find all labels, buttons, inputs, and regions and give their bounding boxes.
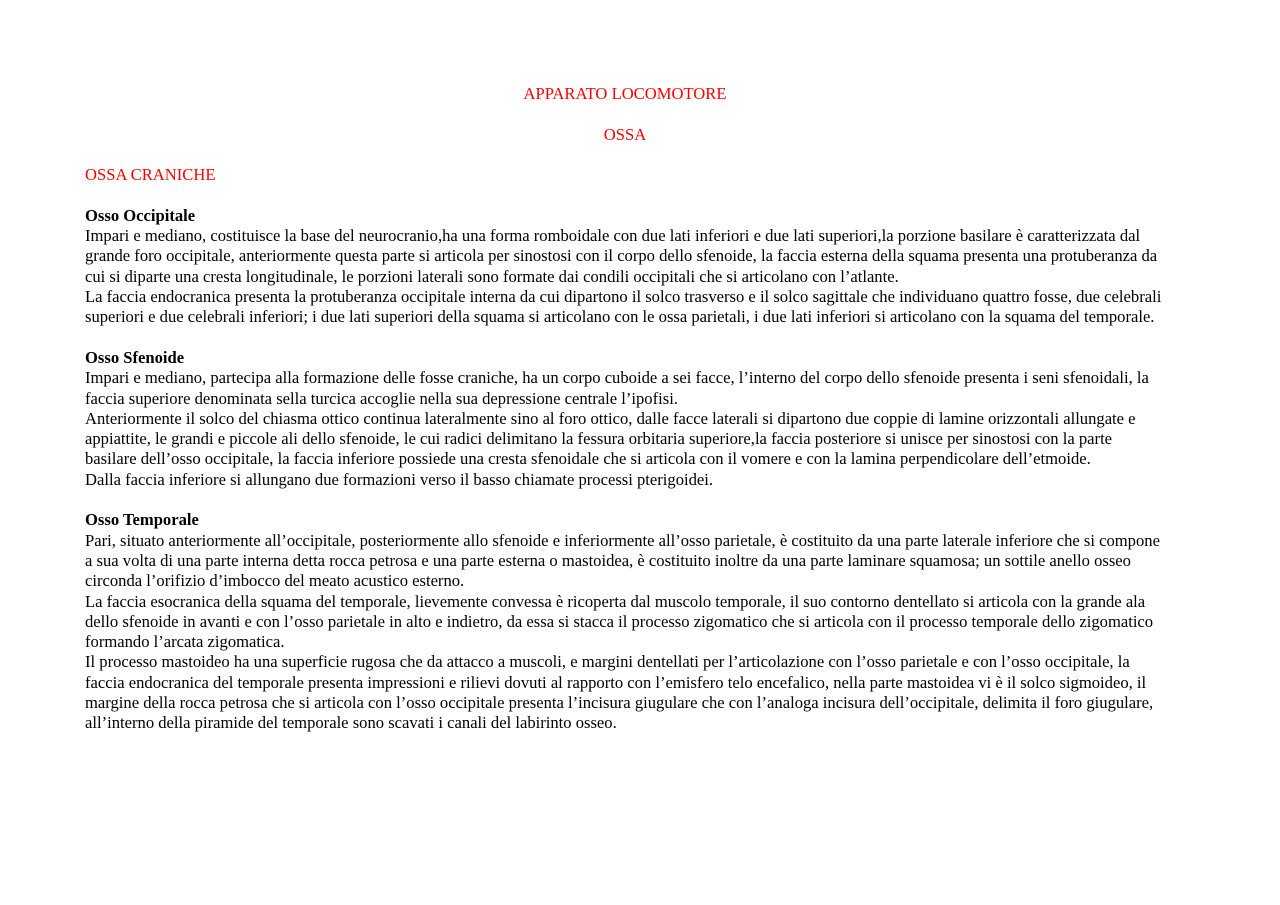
paragraph: La faccia endocranica presenta la protuberanza occipitale interna da cui dipartono il solco trasverso e il solco sagittale che individuano quattro fosse, due celebrali superiori e due celebrali inferiori; i due lati superiori della squama si articolano con le ossa parietali, i due lati inferiori si articolano con la squama del temporale. <box>85 287 1162 327</box>
section-osso-occipitale <box>85 206 1165 328</box>
section-title: OSSA CRANICHE <box>85 165 216 185</box>
section-heading: Osso Temporale <box>85 510 199 530</box>
section-heading: Osso Sfenoide <box>85 347 185 367</box>
paragraph: Il processo mastoideo ha una superficie rugosa che da attacco a muscoli, e margini dentellati per l’articolazione con l’osso parietale e con l’osso occipitale, la faccia endocranica del temporale presenta impressioni e rilievi dovuti al rapporto con l’emisfero telo encefalico, nella parte mastoidea vi è il solco sigmoideo, il margine della rocca petrosa che si articola con l’osso occipitale presenta l’incisura giugulare che con l’analoga incisura dell’occipitale, delimita il foro giugulare, all’interno della piramide del temporale sono scavati i canali del labirinto osseo. <box>85 652 1154 733</box>
section-heading: Osso Occipitale <box>85 205 196 225</box>
section-osso-sfenoide <box>85 348 1165 490</box>
document-title: APPARATO LOCOMOTORE <box>523 84 727 103</box>
document-page <box>85 84 1165 754</box>
paragraph: Impari e mediano, costituisce la base del neurocranio,ha una forma romboidale con due lati inferiori e due lati superiori,la porzione basilare è caratterizzata dal grande foro occipitale, anteriormente questa parte si articola per sinostosi con il corpo dello sfenoide, la faccia esterna della squama presenta una protuberanza da cui si diparte una cresta longitudinale, le porzioni laterali sono formate dai condili occipitali che si articolano con l’atlante. <box>85 226 1158 286</box>
paragraph: Impari e mediano, partecipa alla formazione delle fosse craniche, ha un corpo cuboide a sei facce, l’interno del corpo dello sfenoide presenta i seni sfenoidali, la faccia superiore denominata sella turcica accoglie nella sua depressione centrale l’ipofisi. <box>85 368 1149 408</box>
document-subtitle: OSSA <box>603 124 647 144</box>
paragraph: La faccia esocranica della squama del temporale, lievemente convessa è ricoperta dal muscolo temporale, il suo contorno dentellato si articola con la grande ala dello sfenoide in avanti e con l’osso parietale in alto e indietro, da essa si stacca il processo zigomatico che si articola con il processo temporale dello zigomatico formando l’arcata zigomatica. <box>85 591 1154 652</box>
paragraph: Anteriormente il solco del chiasma ottico continua lateralmente sino al foro ottico, dalle facce laterali si dipartono due coppie di lamine orizzontali allungate e appiattite, le grandi e piccole ali dello sfenoide, le cui radici delimitano la fessura orbitaria superiore,la faccia posteriore si unisce per sinostosi con la parte basilare dell’osso occipitale, la faccia inferiore possiede una cresta sfenoidale che si articola con il vomere e con la lamina perpendicolare dell’etmoide. <box>85 408 1136 469</box>
paragraph: Dalla faccia inferiore si allungano due formazioni verso il basso chiamate processi pterigoidei. <box>85 469 714 489</box>
section-osso-temporale <box>85 510 1165 733</box>
paragraph: Pari, situato anteriormente all’occipitale, posteriormente allo sfenoide e inferiormente all’osso parietale, è costituito da una parte laterale inferiore che si compone a sua volta di una parte interna detta rocca petrosa e una parte esterna o mastoidea, è costituito inoltre da una parte laminare squamosa; un sottile anello osseo circonda l’orifizio d’imbocco del meato acustico esterno. <box>85 530 1160 591</box>
